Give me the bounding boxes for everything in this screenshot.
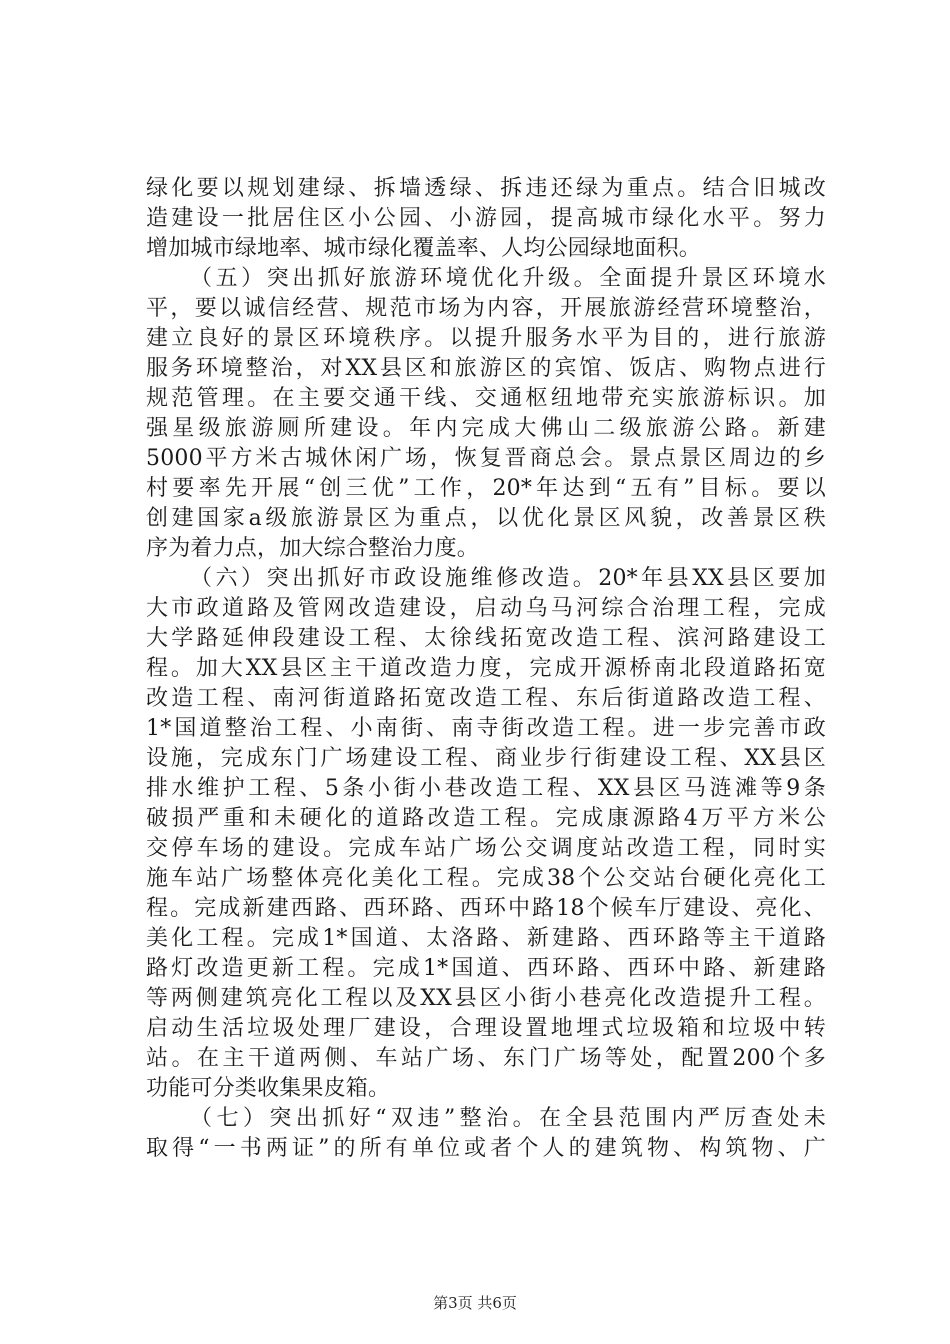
text-line: 1*国道整治工程、小南街、南寺街改造工程。进一步完善市政 [146,716,826,741]
text-line: 5000平方米古城休闲广场，恢复晋商总会。景点景区周边的乡 [146,446,826,471]
text-line: 强星级旅游厕所建设。年内完成大佛山二级旅游公路。新建 [146,416,826,441]
text-line: 造建设一批居住区小公园、小游园，提高城市绿化水平。努力 [146,206,826,231]
text-line: 施车站广场整体亮化美化工程。完成38个公交站台硬化亮化工 [146,866,826,891]
text-line: 启动生活垃圾处理厂建设，合理设置地埋式垃圾箱和垃圾中转 [146,1016,826,1041]
text-line: 改造工程、南河街道路拓宽改造工程、东后街道路改造工程、 [146,686,826,711]
text-line: 美化工程。完成1*国道、太洛路、新建路、西环路等主干道路 [146,926,826,951]
text-line: 路灯改造更新工程。完成1*国道、西环路、西环中路、新建路 [146,956,826,981]
text-line: 破损严重和未硬化的道路改造工程。完成康源路4万平方米公 [146,806,826,831]
document-body [146,174,826,1164]
text-line: 取得“一书两证”的所有单位或者个人的建筑物、构筑物、广 [146,1136,826,1161]
paragraph-first-line: （五）突出抓好旅游环境优化升级。全面提升景区环境水 [190,266,826,291]
text-line: 村要率先开展“创三优”工作，20*年达到“五有”目标。要以 [146,476,826,501]
paragraph-first-line: （七）突出抓好“双违”整治。在全县范围内严厉查处未 [190,1106,826,1131]
text-line: 建立良好的景区环境秩序。以提升服务水平为目的，进行旅游 [146,326,826,351]
text-line: 平，要以诚信经营、规范市场为内容，开展旅游经营环境整治， [146,296,826,321]
text-line: 交停车场的建设。完成车站广场公交调度站改造工程，同时实 [146,836,826,861]
text-line: 排水维护工程、5条小街小巷改造工程、XX县区马涟滩等9条 [146,776,826,801]
paragraph-first-line: （六）突出抓好市政设施维修改造。20*年县XX县区要加 [190,566,826,591]
text-line: 服务环境整治，对XX县区和旅游区的宾馆、饭店、购物点进行 [146,356,826,381]
text-line: 创建国家a级旅游景区为重点，以优化景区风貌，改善景区秩 [146,506,826,531]
text-line: 增加城市绿地率、城市绿化覆盖率、人均公园绿地面积。 [146,236,702,261]
text-line: 绿化要以规划建绿、拆墙透绿、拆违还绿为重点。结合旧城改 [146,176,826,201]
text-line: 等两侧建筑亮化工程以及XX县区小街小巷亮化改造提升工程。 [146,986,826,1011]
text-line: 功能可分类收集果皮箱。 [146,1076,391,1101]
text-line: 大市政道路及管网改造建设，启动乌马河综合治理工程，完成 [146,596,826,621]
page-footer: 第3页 共6页 [433,1294,517,1312]
text-line: 设施，完成东门广场建设工程、商业步行街建设工程、XX县区 [146,746,826,771]
text-line: 规范管理。在主要交通干线、交通枢纽地带充实旅游标识。加 [146,386,826,411]
text-line: 程。加大XX县区主干道改造力度，完成开源桥南北段道路拓宽 [146,656,826,681]
text-line: 大学路延伸段建设工程、太徐线拓宽改造工程、滨河路建设工 [146,626,826,651]
text-line: 程。完成新建西路、西环路、西环中路18个候车厅建设、亮化、 [146,896,826,921]
text-line: 站。在主干道两侧、车站广场、东门广场等处，配置200个多 [146,1046,826,1071]
text-line: 序为着力点，加大综合整治力度。 [146,536,480,561]
